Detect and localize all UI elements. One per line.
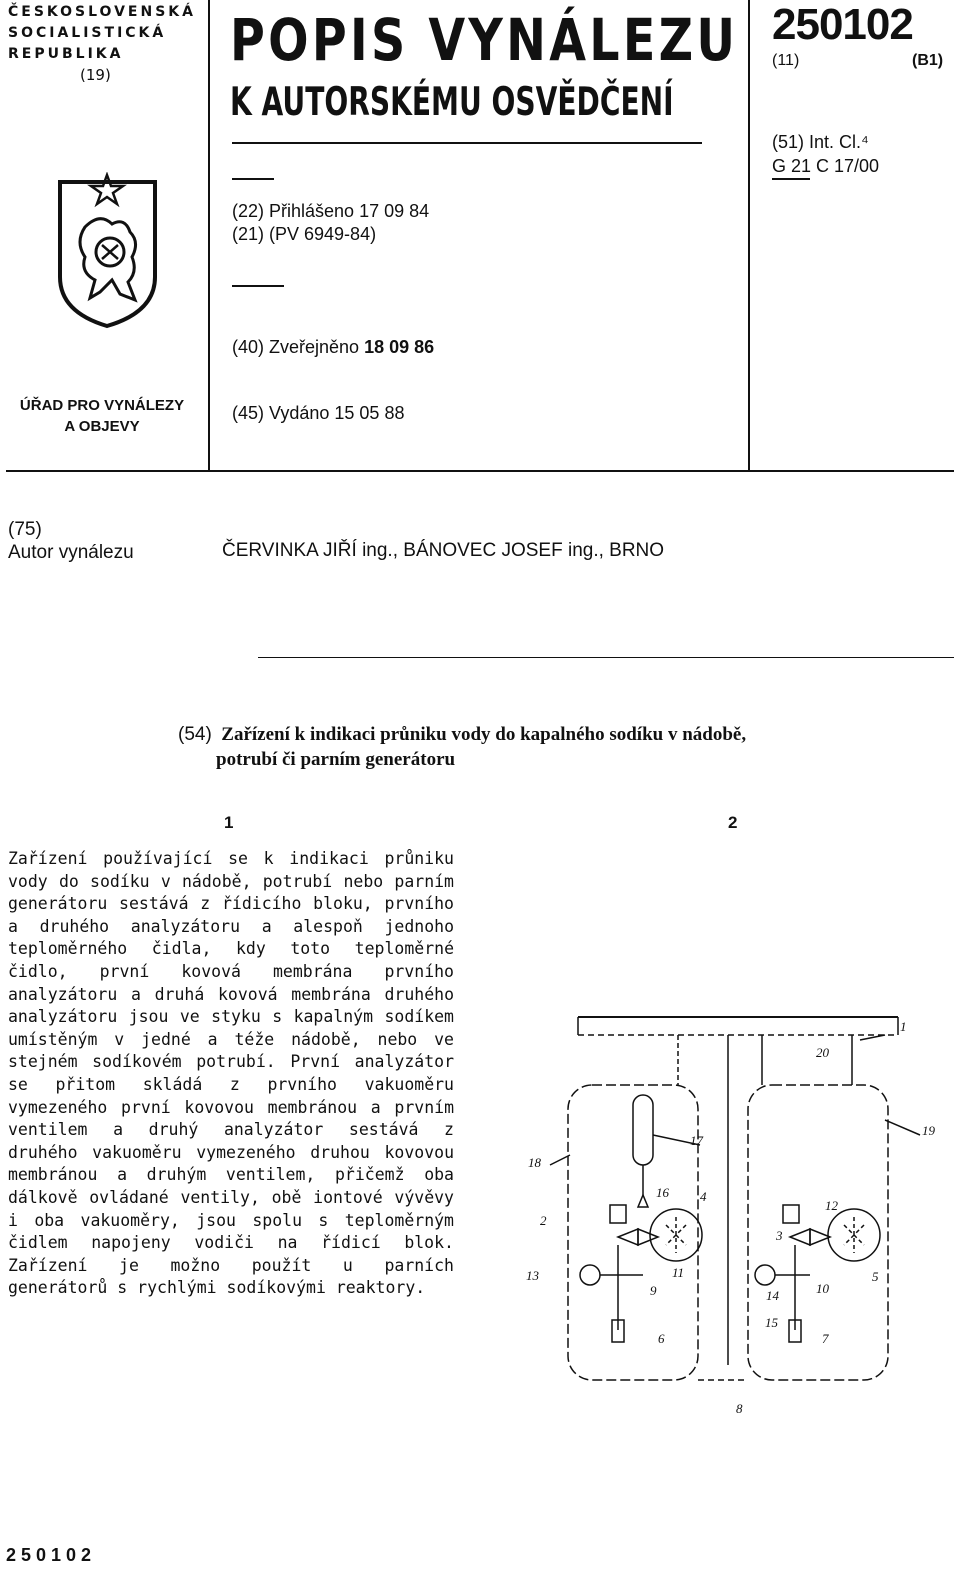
drawing-label: 14 (766, 1288, 779, 1303)
office-line: ÚŘAD PRO VYNÁLEZY (19, 397, 185, 414)
divider (6, 470, 954, 472)
sensor-right (755, 1265, 775, 1285)
drawing-label: 5 (872, 1269, 879, 1284)
drawing-label: 4 (700, 1189, 707, 1204)
author-label-text: Autor vynálezu (8, 542, 134, 563)
invention-title-line: Zařízení k indikaci průniku vody do kapalného sodíku v nádobě, (221, 724, 747, 745)
drawing-label: 12 (825, 1198, 838, 1213)
divider (772, 178, 810, 180)
drawing-label: 13 (526, 1268, 539, 1283)
drawing-label: 19 (922, 1123, 935, 1138)
state-name (8, 2, 198, 86)
int-cl-value: G 21 C 17/00 (772, 156, 880, 176)
invention-title-line: potrubí či parním generátoru (216, 749, 456, 770)
published-info (232, 337, 434, 358)
patent-number: 250102 (772, 0, 913, 49)
drawing-label: 16 (656, 1185, 669, 1200)
filed-date: (22) Přihlášeno 17 09 84 (232, 201, 430, 221)
column-number: 1 (224, 813, 234, 832)
drawing-label: 1 (900, 1019, 907, 1034)
state-code: (19) (80, 66, 111, 84)
code-b1: (B1) (912, 52, 944, 69)
divider (258, 657, 954, 658)
temperature-sensor (580, 1265, 600, 1285)
author-names: ČERVINKA JIŘÍ ing., BÁNOVEC JOSEF ing., BRNO (222, 540, 665, 561)
state-line: REPUBLIKA (8, 46, 124, 62)
invention-code: (54) (178, 724, 212, 745)
drawing-label: 11 (672, 1265, 685, 1280)
valve-actuator-left (610, 1205, 626, 1223)
published-label: (40) Zveřejněno (232, 337, 360, 357)
column-number: 2 (728, 813, 738, 832)
int-cl-label: (51) Int. Cl.⁴ (772, 132, 869, 152)
vacuum-gauge-left (633, 1095, 653, 1165)
application-number: (21) (PV 6949-84) (232, 224, 377, 244)
drawing-label: 10 (816, 1281, 829, 1296)
drawing-label: 20 (816, 1045, 829, 1060)
divider (232, 142, 702, 144)
drawing-label: 15 (765, 1315, 778, 1330)
footer-patent-number: 250102 (6, 1545, 97, 1565)
office-line: A OBJEVY (64, 418, 140, 435)
author-label (8, 518, 134, 564)
code-11: (11) (772, 52, 800, 69)
drawing-label: 7 (822, 1331, 829, 1346)
published-date: 18 09 86 (364, 337, 435, 357)
drawing-label: 2 (540, 1213, 547, 1228)
divider (748, 0, 750, 470)
abstract-text: Zařízení používající se k indikaci průniku vody do sodíku v nádobě, potrubí nebo parním generátoru sestává z řídicího bloku, prvního a druhého analyzátoru a alespoň jednoho teploměrného čidla, kdy toto teploměrné čidlo, první kovová membrána prvního analyzátoru a druhá kovová membrána druhého analyzátoru jsou ve styku s kapalným sodíkem umístěným v jedné a téže nádobě, nebo ve stejném sodíkovém potrubí. První analyzátor se přitom skládá z prvního vakuoměru vymezeného první kovovou membránou a prvním ventilem a druhý analyzátor sestává z druhého vakuoměru vymezeného druhou kovovou membránou a druhým ventilem, přičemž oba dálkově ovládané ventily, obě iontové vývěvy i oba vakuoměry, jsou spolu s teploměrným čidlem napojeny vodiči na řídicí blok. Zařízení je možno použít u parních generátorů s rychlými sodíkovými reaktory. (8, 849, 454, 1298)
office-name (2, 395, 202, 437)
divider (232, 178, 274, 180)
divider (232, 285, 284, 287)
schematic-drawing (490, 985, 950, 1425)
drawing-label: 9 (650, 1283, 657, 1298)
abstract (8, 848, 454, 1300)
drawing-label: 17 (690, 1133, 703, 1148)
state-line: SOCIALISTICKÁ (8, 25, 167, 41)
author-code: (75) (8, 519, 42, 540)
divider (208, 0, 210, 470)
drawing-label: 3 (776, 1228, 783, 1243)
state-line: ČESKOSLOVENSKÁ (8, 4, 196, 20)
invention-title (178, 722, 746, 772)
drawing-label: 8 (736, 1401, 743, 1416)
vacuum-gauge-right (783, 1205, 799, 1223)
document-subtitle: K AUTORSKÉMU OSVĚDČENÍ (230, 80, 674, 125)
drawing-label: 6 (658, 1331, 665, 1346)
document-title: POPIS VYNÁLEZU (230, 6, 739, 74)
issued-date: (45) Vydáno 15 05 88 (232, 403, 405, 423)
drawing-label: 18 (528, 1155, 541, 1170)
state-emblem-icon (50, 172, 165, 330)
